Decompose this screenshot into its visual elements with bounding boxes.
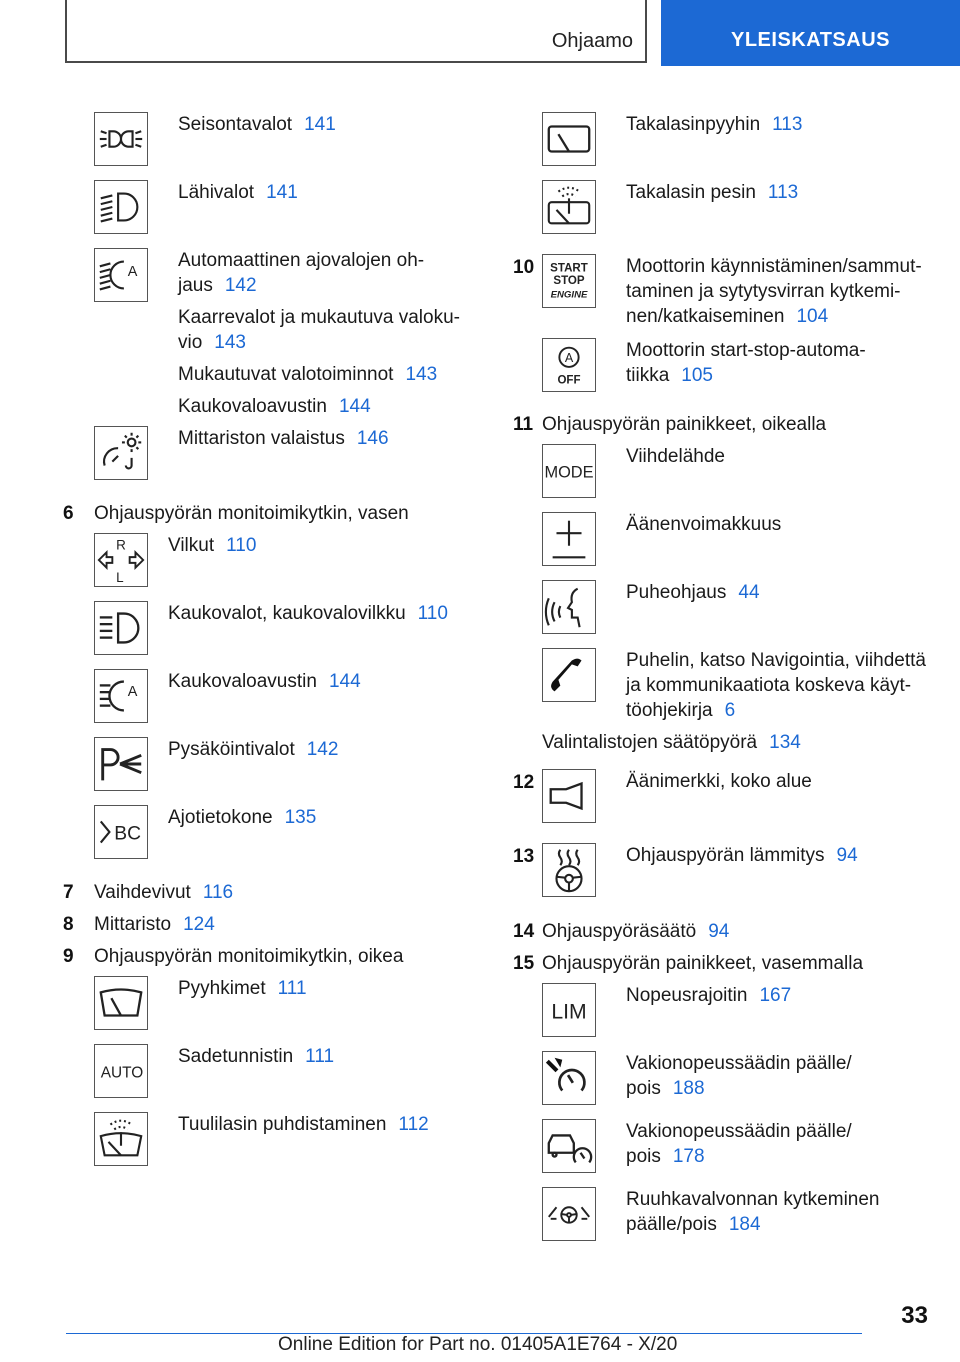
item-number: 9: [63, 946, 74, 967]
mode-label: MODE: [544, 463, 594, 482]
stop-text: STOP: [553, 274, 585, 287]
footer-edition: Online Edition for Part no. 01405A1E764 - X/20: [278, 1334, 678, 1355]
item11-title: Ohjauspyörän painikkeet, oikealla: [542, 414, 827, 435]
entry-puheohjaus: Puheohjaus 44: [626, 582, 760, 603]
lim-label: LIM: [551, 1000, 587, 1024]
cruise-control-icon: [542, 1051, 596, 1105]
entry-kaarrevalot: Kaarrevalot ja mukautuva valoku- vio 143: [178, 307, 460, 353]
entry-kaukovaloavustin-a: Kaukovaloavustin 144: [178, 396, 371, 417]
entry-vakio-a: Vakionopeussäädin päälle/ pois 188: [626, 1053, 852, 1099]
page-link[interactable]: 143: [214, 332, 246, 353]
entry-seisontavalot: Seisontavalot 141: [178, 114, 336, 135]
high-beam-icon: [94, 601, 148, 655]
entry-viihdelahde: Viihdelähde: [626, 446, 725, 467]
header-chapter-title: YLEISKATSAUS: [731, 29, 890, 51]
entry-lammitys: Ohjauspyörän lämmitys 94: [626, 845, 858, 866]
page-link[interactable]: 44: [738, 582, 760, 603]
entry-vilkut: Vilkut 110: [168, 535, 257, 556]
low-beam-icon: [94, 180, 148, 234]
page-link[interactable]: 105: [681, 365, 713, 386]
entry-pyyhkimet: Pyyhkimet 111: [178, 978, 307, 999]
entry-vaihdevivut: Vaihdevivut 116: [94, 882, 234, 903]
entry-aanimerkki: Äänimerkki, koko alue: [626, 771, 812, 792]
page-link[interactable]: 112: [398, 1114, 429, 1135]
item-number: 13: [513, 846, 535, 867]
page-link[interactable]: 113: [772, 114, 803, 135]
auto-letter: A: [127, 263, 138, 280]
page-link[interactable]: 143: [405, 364, 438, 385]
page-link[interactable]: 141: [266, 182, 298, 203]
page-link[interactable]: 113: [767, 182, 799, 203]
page-link[interactable]: 6: [724, 700, 736, 721]
auto-headlight-icon: [94, 248, 148, 302]
parking-light-side-icon: [94, 737, 148, 791]
engine-text: ENGINE: [550, 289, 588, 301]
entry-mittariston-valaistus: Mittariston valaistus 146: [178, 428, 389, 449]
page-link[interactable]: 144: [338, 396, 371, 417]
instrument-lighting-icon: [94, 426, 148, 480]
item15-title: Ohjauspyörän painikkeet, vasemmalla: [542, 953, 864, 974]
steering-heating-icon: [542, 843, 596, 897]
rear-washer-icon: [542, 180, 596, 234]
entry-nopeusrajoitin: Nopeusrajoitin 167: [626, 985, 792, 1006]
page-link[interactable]: 94: [836, 845, 858, 866]
entry-ajotietokone: Ajotietokone 135: [168, 807, 317, 828]
item-number: 10: [513, 257, 535, 278]
page-link[interactable]: 111: [277, 978, 307, 999]
page-link[interactable]: 110: [417, 603, 448, 624]
parking-lights-icon: [94, 112, 148, 166]
item-number: 15: [513, 953, 535, 974]
item6-title: Ohjauspyörän monitoimikytkin, vasen: [94, 503, 409, 524]
page-link[interactable]: 110: [226, 535, 257, 556]
entry-pysakointivalot: Pysäköintivalot 142: [168, 739, 339, 760]
item9-title: Ohjauspyörän monitoimikytkin, oikea: [94, 946, 404, 967]
phone-icon: [542, 648, 596, 702]
turn-r-letter: R: [116, 537, 126, 553]
voice-control-icon: [542, 580, 596, 634]
entry-valintalistojen: Valintalistojen säätöpyörä 134: [542, 732, 801, 753]
windshield-washer-icon: [94, 1112, 148, 1166]
volume-plus-icon: [542, 512, 596, 566]
entry-ruuhka: Ruuhkavalvonnan kytkeminen päälle/pois 184: [626, 1189, 880, 1235]
header-section-box: [65, 0, 647, 63]
entry-sadetunnistin: Sadetunnistin 111: [178, 1046, 335, 1067]
header-chapter-tab[interactable]: [661, 0, 960, 66]
item-number: 12: [513, 772, 535, 793]
off-text: OFF: [557, 374, 581, 387]
bc-label: BC: [114, 823, 142, 845]
auto-start-stop-icon: [542, 338, 596, 392]
start-text: START: [550, 262, 588, 275]
speed-limiter-icon: [542, 983, 596, 1037]
item-number: 7: [63, 882, 74, 903]
page-link[interactable]: 135: [284, 807, 317, 828]
page-link[interactable]: 111: [305, 1046, 335, 1067]
entry-item10: Moottorin käynnistäminen/sammut- taminen ja sytytysvirran kytkemi- nen/katkaiseminen 104: [626, 256, 922, 327]
entry-takalasin-pesin: Takalasin pesin 113: [626, 182, 799, 203]
high-beam-assist-icon: [94, 669, 148, 723]
entry-ohjauspyorasaato: Ohjauspyöräsäätö 94: [542, 921, 730, 942]
traffic-jam-assist-icon: [542, 1187, 596, 1241]
active-cruise-icon: [542, 1119, 596, 1173]
turn-signal-icon: [94, 533, 148, 587]
page-link[interactable]: 184: [728, 1214, 761, 1235]
page-number: 33: [901, 1302, 928, 1329]
page-link[interactable]: 188: [672, 1078, 705, 1099]
entry-takalasinpyyhin: Takalasinpyyhin 113: [626, 114, 803, 135]
assist-letter: A: [127, 684, 138, 700]
auto-label: AUTO: [100, 1064, 144, 1082]
entry-vakio-b: Vakionopeussäädin päälle/ pois 178: [626, 1121, 852, 1167]
item-number: 11: [513, 414, 534, 435]
entry-tuulilasin: Tuulilasin puhdistaminen 112: [178, 1114, 429, 1135]
page-link[interactable]: 124: [183, 914, 215, 935]
entry-kaukovalot: Kaukovalot, kaukovalovilkku 110: [168, 603, 448, 624]
item-number: 8: [63, 914, 74, 935]
entry-puhelin: Puhelin, katso Navigointia, viihdettä ja kommunikaatiota koskeva käyt- töohjekirja 6: [626, 650, 926, 721]
item-number: 14: [513, 921, 535, 942]
page-link[interactable]: 134: [769, 732, 801, 753]
page-link[interactable]: 167: [759, 985, 792, 1006]
item-number: 6: [63, 503, 74, 524]
page-link[interactable]: 142: [306, 739, 339, 760]
page-link[interactable]: 94: [708, 921, 730, 942]
rain-sensor-icon: [94, 1044, 148, 1098]
auto-a-text: A: [564, 351, 574, 366]
entry-automaattinen: Automaattinen ajovalojen oh- jaus 142: [178, 250, 425, 296]
entry-aanenvoimakkuus: Äänenvoimakkuus: [626, 514, 782, 535]
header-section-title: Ohjaamo: [551, 30, 633, 52]
rear-wiper-icon: [542, 112, 596, 166]
entry-mittaristo: Mittaristo 124: [94, 914, 215, 935]
onboard-computer-icon: [94, 805, 148, 859]
page-link[interactable]: 142: [224, 275, 257, 296]
page-link[interactable]: 144: [328, 671, 361, 692]
page-link[interactable]: 104: [796, 306, 829, 327]
entry-lahivalot: Lähivalot 141: [178, 182, 298, 203]
wiper-icon: [94, 976, 148, 1030]
page-link[interactable]: 116: [202, 882, 234, 903]
entry-mukautuvat: Mukautuvat valotoiminnot 143: [178, 364, 438, 385]
page-link[interactable]: 178: [672, 1146, 705, 1167]
page-link[interactable]: 141: [304, 114, 336, 135]
turn-l-letter: L: [116, 570, 124, 586]
start-stop-button-icon: [542, 254, 596, 308]
mode-button-icon: [542, 444, 596, 498]
page-link[interactable]: 146: [356, 428, 389, 449]
horn-icon: [542, 769, 596, 823]
entry-startstop: Moottorin start-stop-automa- tiikka 105: [626, 340, 866, 386]
entry-kaukovaloavustin-b: Kaukovaloavustin 144: [168, 671, 361, 692]
